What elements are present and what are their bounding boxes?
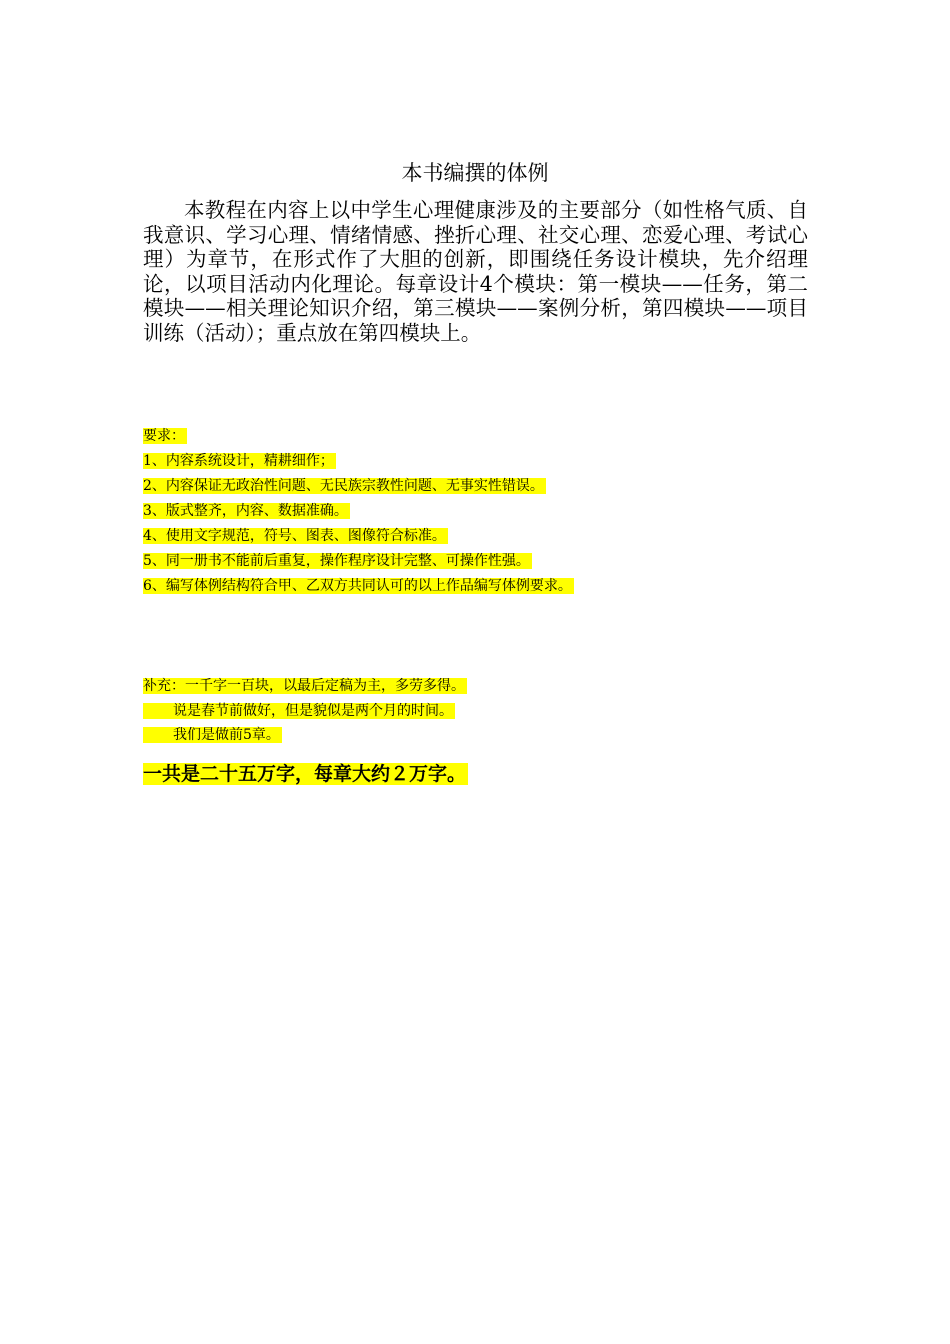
requirements-heading (143, 426, 803, 451)
requirement-item-1-text: 1、内容系统设计，精耕细作； (143, 453, 334, 469)
supplement-line-2-indent (143, 703, 173, 719)
requirements-list (143, 426, 803, 601)
supplement-line-1 (143, 676, 803, 701)
requirement-item-3-text: 3、版式整齐，内容、数据准确。 (143, 503, 348, 519)
intro-paragraph: 本教程在内容上以中学生心理健康涉及的主要部分（如性格气质、自我意识、学习心理、情绪情感、挫折心理、社交心理、恋爱心理、考试心理）为章节，在形式作了大胆的创新，即围绕任务设计模块，先介绍理论，以项目活动内化理论。每章设计4个模块：第一模块——任务，第二模块——相关理论知识介绍，第三模块——案例分析，第四模块——项目训练（活动）；重点放在第四模块上。 (143, 198, 808, 345)
supplement-line-2-text: 说是春节前做好，但是貌似是两个月的时间。 (173, 702, 453, 719)
requirement-item-5-text: 5、同一册书不能前后重复，操作程序设计完整、可操作性强。 (143, 553, 530, 569)
supplement-line-3-indent (143, 727, 173, 743)
requirement-item-4 (143, 526, 803, 551)
supplement-line-2 (143, 701, 803, 726)
requirement-item-2-text: 2、内容保证无政治性问题、无民族宗教性问题、无事实性错误。 (143, 478, 544, 494)
requirement-item-2 (143, 476, 803, 501)
supplement-line-3 (143, 725, 803, 750)
summary-line (143, 760, 468, 788)
requirement-item-6 (143, 576, 803, 601)
requirement-item-1 (143, 451, 803, 476)
requirement-item-5 (143, 551, 803, 576)
supplement-list (143, 676, 803, 750)
supplement-line-3-text: 我们是做前5章。 (173, 727, 280, 743)
requirement-item-3 (143, 501, 803, 526)
supplement-line-1-text: 补充：一千字一百块，以最后定稿为主，多劳多得。 (143, 678, 465, 694)
requirement-item-4-text: 4、使用文字规范，符号、图表、图像符合标准。 (143, 528, 446, 544)
page-title: 本书编撰的体例 (401, 161, 549, 185)
summary-text: 一共是二十五万字，每章大约２万字。 (143, 763, 467, 785)
requirements-heading-text: 要求： (143, 428, 185, 444)
requirement-item-6-text: 6、编写体例结构符合甲、乙双方共同认可的以上作品编写体例要求。 (143, 578, 572, 594)
